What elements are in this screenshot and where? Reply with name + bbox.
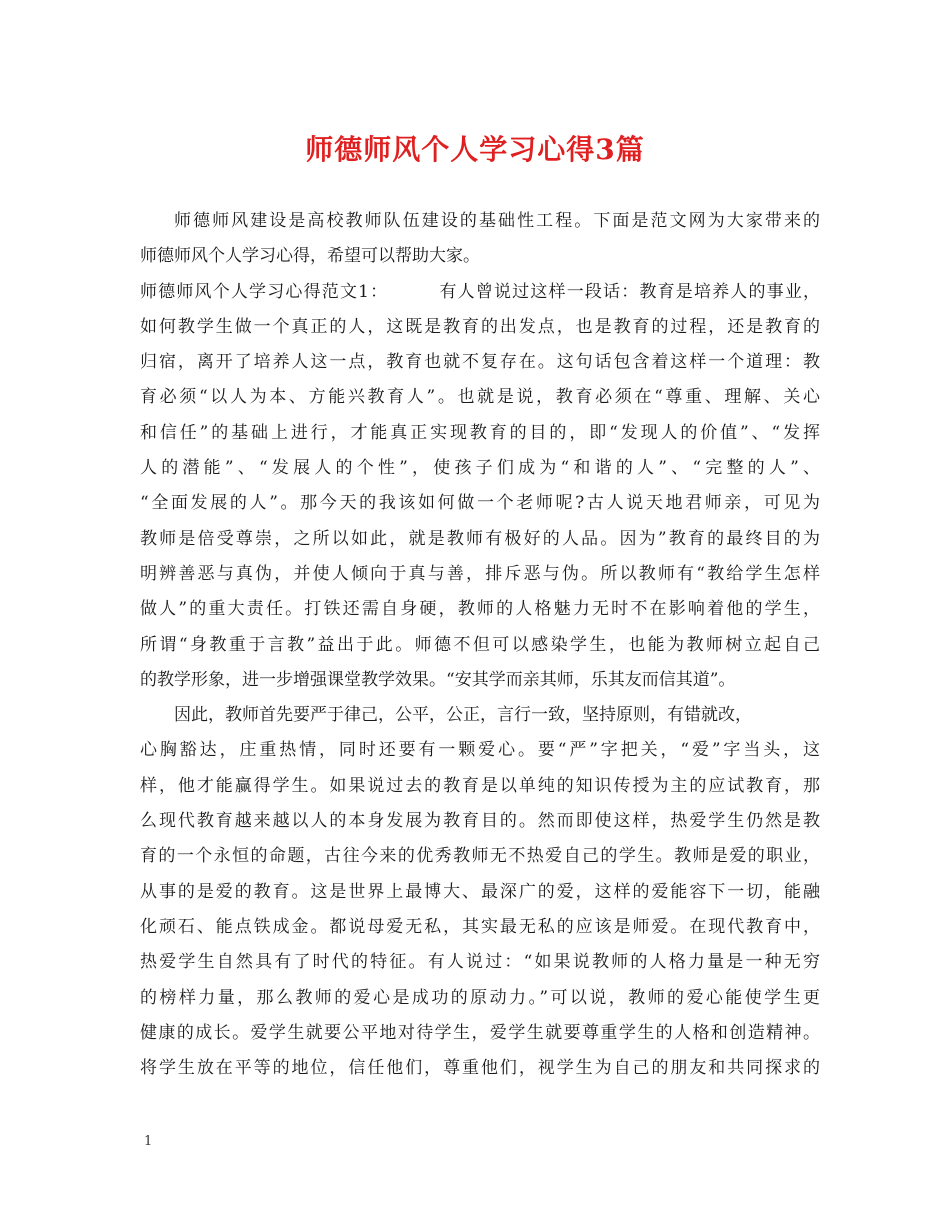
text-line: 健康的成长。爱学生就要公平地对待学生，爱学生就要尊重学生的人格和创造精神。: [140, 1022, 820, 1043]
text-line: “全面发展的人”。那今天的我该如何做一个老师呢?古人说天地君师亲，可见为: [140, 493, 820, 514]
text-line: 人的潜能”、“发展人的个性”，使孩子们成为“和谐的人”、“完整的人”、: [140, 458, 820, 479]
text-line: 教师是倍受尊崇，之所以如此，就是教师有极好的人品。因为”教育的最终目的为: [140, 528, 820, 549]
text-line: 因此，教师首先要严于律己，公平，公正，言行一致，坚持原则，有错就改，: [174, 705, 752, 726]
text-line: 心胸豁达，庄重热情，同时还要有一颗爱心。要“严”字把关，“爱”字当头，这: [140, 740, 820, 761]
text-line: 从事的是爱的教育。这是世界上最博大、最深广的爱，这样的爱能容下一切，能融: [140, 881, 820, 902]
document-title: 师德师风个人学习心得3篇: [305, 133, 645, 166]
text-line: 归宿，离开了培养人这一点，教育也就不复存在。这句话包含着这样一个道理：教: [140, 352, 820, 373]
text-line: 做人”的重大责任。打铁还需自身硬，教师的人格魅力无时不在影响着他的学生，: [140, 599, 820, 620]
text-line: 师德师风个人学习心得，希望可以帮助大家。: [140, 246, 480, 267]
text-line: 育的一个永恒的命题，古往今来的优秀教师无不热爱自己的学生。教师是爱的职业，: [140, 846, 820, 867]
text-line: 如何教学生做一个真正的人，这既是教育的出发点，也是教育的过程，还是教育的: [140, 316, 820, 337]
text-line: 育必须“以人为本、方能兴教育人”。也就是说，教育必须在“尊重、理解、关心: [140, 387, 820, 408]
text-line: 热爱学生自然具有了时代的特征。有人说过：“如果说教师的人格力量是一种无穷: [140, 952, 820, 973]
text-line: 的教学形象，进一步增强课堂教学效果。“安其学而亲其师，乐其友而信其道”。: [140, 669, 736, 690]
text-line: 么现代教育越来越以人的本身发展为教育目的。然而即使这样，热爱学生仍然是教: [140, 811, 820, 832]
page-number: 1: [144, 1134, 153, 1149]
text-line: 的榜样力量，那么教师的爱心是成功的原动力。”可以说，教师的爱心能使学生更: [140, 987, 820, 1008]
text-line: 化顽石、能点铁成金。都说母爱无私，其实最无私的应该是师爱。在现代教育中，: [140, 916, 820, 937]
text-line: 师德师风建设是高校教师队伍建设的基础性工程。下面是范文网为大家带来的: [174, 211, 820, 231]
section-heading: 师德师风个人学习心得范文1：: [140, 281, 389, 302]
text-line: [140, 275, 820, 310]
text-line: 样，他才能赢得学生。如果说过去的教育是以单纯的知识传授为主的应试教育，那: [140, 775, 820, 796]
document-body: [140, 204, 820, 1086]
text-line: 将学生放在平等的地位，信任他们，尊重他们，视学生为自己的朋友和共同探求的: [140, 1058, 820, 1079]
text-segment: 有人曾说过这样一段话：教育是培养人的事业，: [438, 281, 820, 302]
text-line: 和信任”的基础上进行，才能真正实现教育的目的，即“发现人的价值”、“发挥: [140, 422, 820, 443]
text-line: 明辨善恶与真伪，并使人倾向于真与善，排斥恶与伪。所以教师有“教给学生怎样: [140, 563, 820, 584]
text-line: 所谓“身教重于言教”益出于此。师德不但可以感染学生，也能为教师树立起自己: [140, 634, 820, 655]
